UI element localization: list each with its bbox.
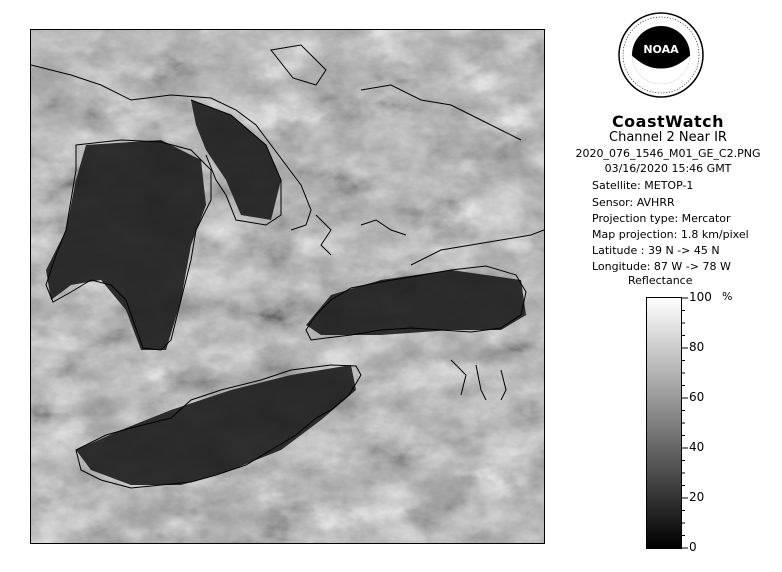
product-title: CoastWatch [611,112,725,131]
scale-tick-label: 80 [689,340,705,354]
scale-title: Reflectance [628,274,693,287]
latitude-label: Latitude : 39 N -> 45 N [592,244,720,257]
satellite-image [30,29,545,544]
satellite-label: Satellite: METOP-1 [592,179,694,192]
channel-label: Channel 2 Near IR [609,130,727,145]
scale-unit: % [722,290,733,303]
sensor-label: Sensor: AVHRR [592,196,675,209]
scale-tick-label: 60 [689,390,705,404]
reflectance-color-bar [646,297,682,549]
scale-tick-label: 40 [689,440,705,454]
scale-ticks [681,297,691,549]
projection-type-label: Projection type: Mercator [592,212,731,225]
scale-tick-label: 20 [689,490,705,504]
noaa-logo-svg [618,12,704,98]
longitude-label: Longitude: 87 W -> 78 W [592,260,731,273]
scale-tick-label: 100 [689,290,712,304]
logo-text: NOAA [643,43,679,56]
filename-label: 2020_076_1546_M01_GE_C2.PNG [575,147,761,160]
scale-tick-label: 0 [689,540,697,554]
map-projection-label: Map projection: 1.8 km/pixel [592,228,749,241]
noaa-logo [618,12,704,98]
datetime-label: 03/16/2020 15:46 GMT [604,162,732,175]
satellite-image-svg [31,30,544,543]
